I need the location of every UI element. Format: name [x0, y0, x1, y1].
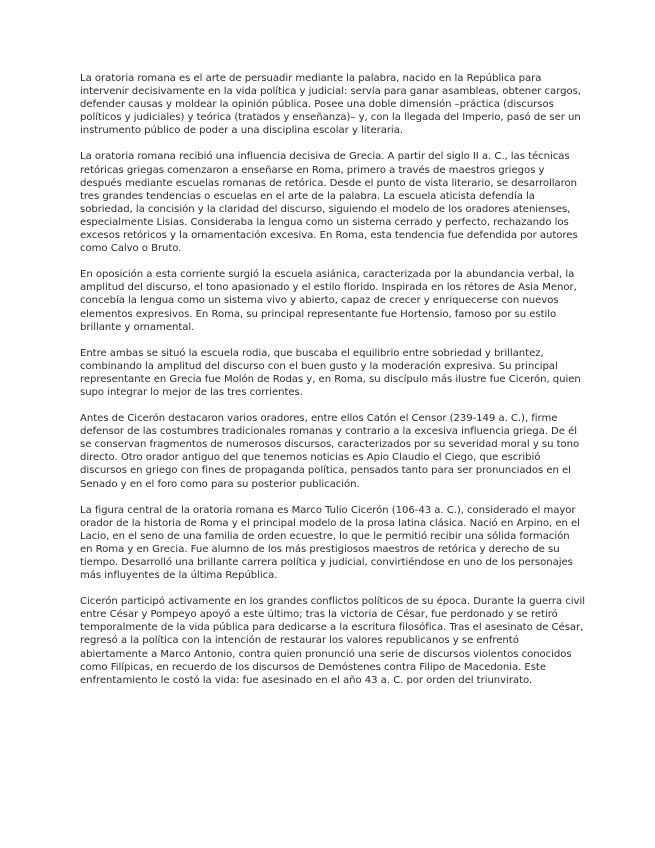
paragraph-greek-influence: La oratoria romana recibió una influencia decisiva de Grecia. A partir del siglo II a. C., las técnicas retóricas griegas comenzaron a enseñarse en Roma, primero a través de maestros griegos y después mediante escuelas romanas de retórica. Desde el punto de vista literario, se desarrollaron tres grandes tendencias o escuelas en el arte de la palabra. La escuela aticista defendía la sobriedad, la concisión y la claridad del discurso, siguiendo el modelo de los oradores atenienses, especialmente Lisias. Consideraba la lengua como un sistema cerrado y perfecto, rechazando los excesos retóricos y la ornamentación excesiva. En Roma, esta tendencia fue defendida por autores como Calvo o Bruto.: [80, 151, 578, 255]
paragraph-asianic-school: En oposición a esta corriente surgió la escuela asiánica, caracterizada por la abundancia verbal, la amplitud del discurso, el tono apasionado y el estilo florido. Inspirada en los rétores de Asia Menor, concebía la lengua como un sistema vivo y abierto, capaz de crecer y enriquecerse con nuevos elementos expresivos. En Roma, su principal representante fue Hortensio, famoso por su estilo brillante y ornamental.: [80, 269, 577, 333]
paragraph-intro: La oratoria romana es el arte de persuadir mediante la palabra, nacido en la República para intervenir decisivamente en la vida política y judicial: servía para ganar asambleas, obtener cargos, defender causas y moldear la opinión pública. Posee una doble dimensión –práctica (discursos políticos y judiciales) y teórica (tratados y enseñanza)– y, con la llegada del Imperio, pasó de ser un instrumento público de poder a una disciplina escolar y literaria.: [80, 73, 581, 137]
paragraph-rhodian-school: Entre ambas se situó la escuela rodia, que buscaba el equilibrio entre sobriedad y brillantez, combinando la amplitud del discurso con el buen gusto y la moderación expresiva. Su principal representante en Grecia fue Molón de Rodas y, en Roma, su discípulo más ilustre fue Cicerón, quien supo integrar lo mejor de las tres corrientes.: [80, 347, 581, 398]
document-body: [80, 72, 585, 700]
paragraph-early-orators: Antes de Cicerón destacaron varios oradores, entre ellos Catón el Censor (239-149 a. C.), firme defensor de las costumbres tradicionales romanas y contrario a la excesiva influencia griega. De él se conservan fragmentos de numerosos discursos, caracterizados por su severidad moral y su tono directo. Otro orador antiguo del que tenemos noticias es Apio Claudio el Ciego, que escribió discursos en griego con fines de propaganda política, pensados tanto para ser pronunciados en el Senado y en el foro como para su posterior publicación.: [80, 413, 580, 490]
paragraph-cicero-politics: Cicerón participó activamente en los grandes conflictos políticos de su época. Durante la guerra civil entre César y Pompeyo apoyó a este último; tras la victoria de César, fue perdonado y se retiró temporalmente de la vida pública para dedicarse a la escritura filosófica. Tras el asesinato de César, regresó a la política con la intención de restaurar los valores republicanos y se enfrentó abiertamente a Marco Antonio, contra quien pronunció una serie de discursos violentos conocidos como Filípicas, en recuerdo de los discursos de Demóstenes contra Filipo de Macedonia. Este enfrentamiento le costó la vida: fue asesinado en el año 43 a. C. por orden del triunvirato.: [80, 596, 585, 686]
paragraph-cicero-bio: La figura central de la oratoria romana es Marco Tulio Cicerón (106-43 a. C.), considerado el mayor orador de la historia de Roma y el principal modelo de la prosa latina clásica. Nació en Arpino, en el Lacio, en el seno de una familia de orden ecuestre, lo que le permitió recibir una sólida formación en Roma y en Grecia. Fue alumno de los más prestigiosos maestros de retórica y derecho de su tiempo. Desarrolló una brillante carrera política y judicial, convirtiéndose en uno de los personajes más influyentes de la última República.: [80, 504, 580, 582]
